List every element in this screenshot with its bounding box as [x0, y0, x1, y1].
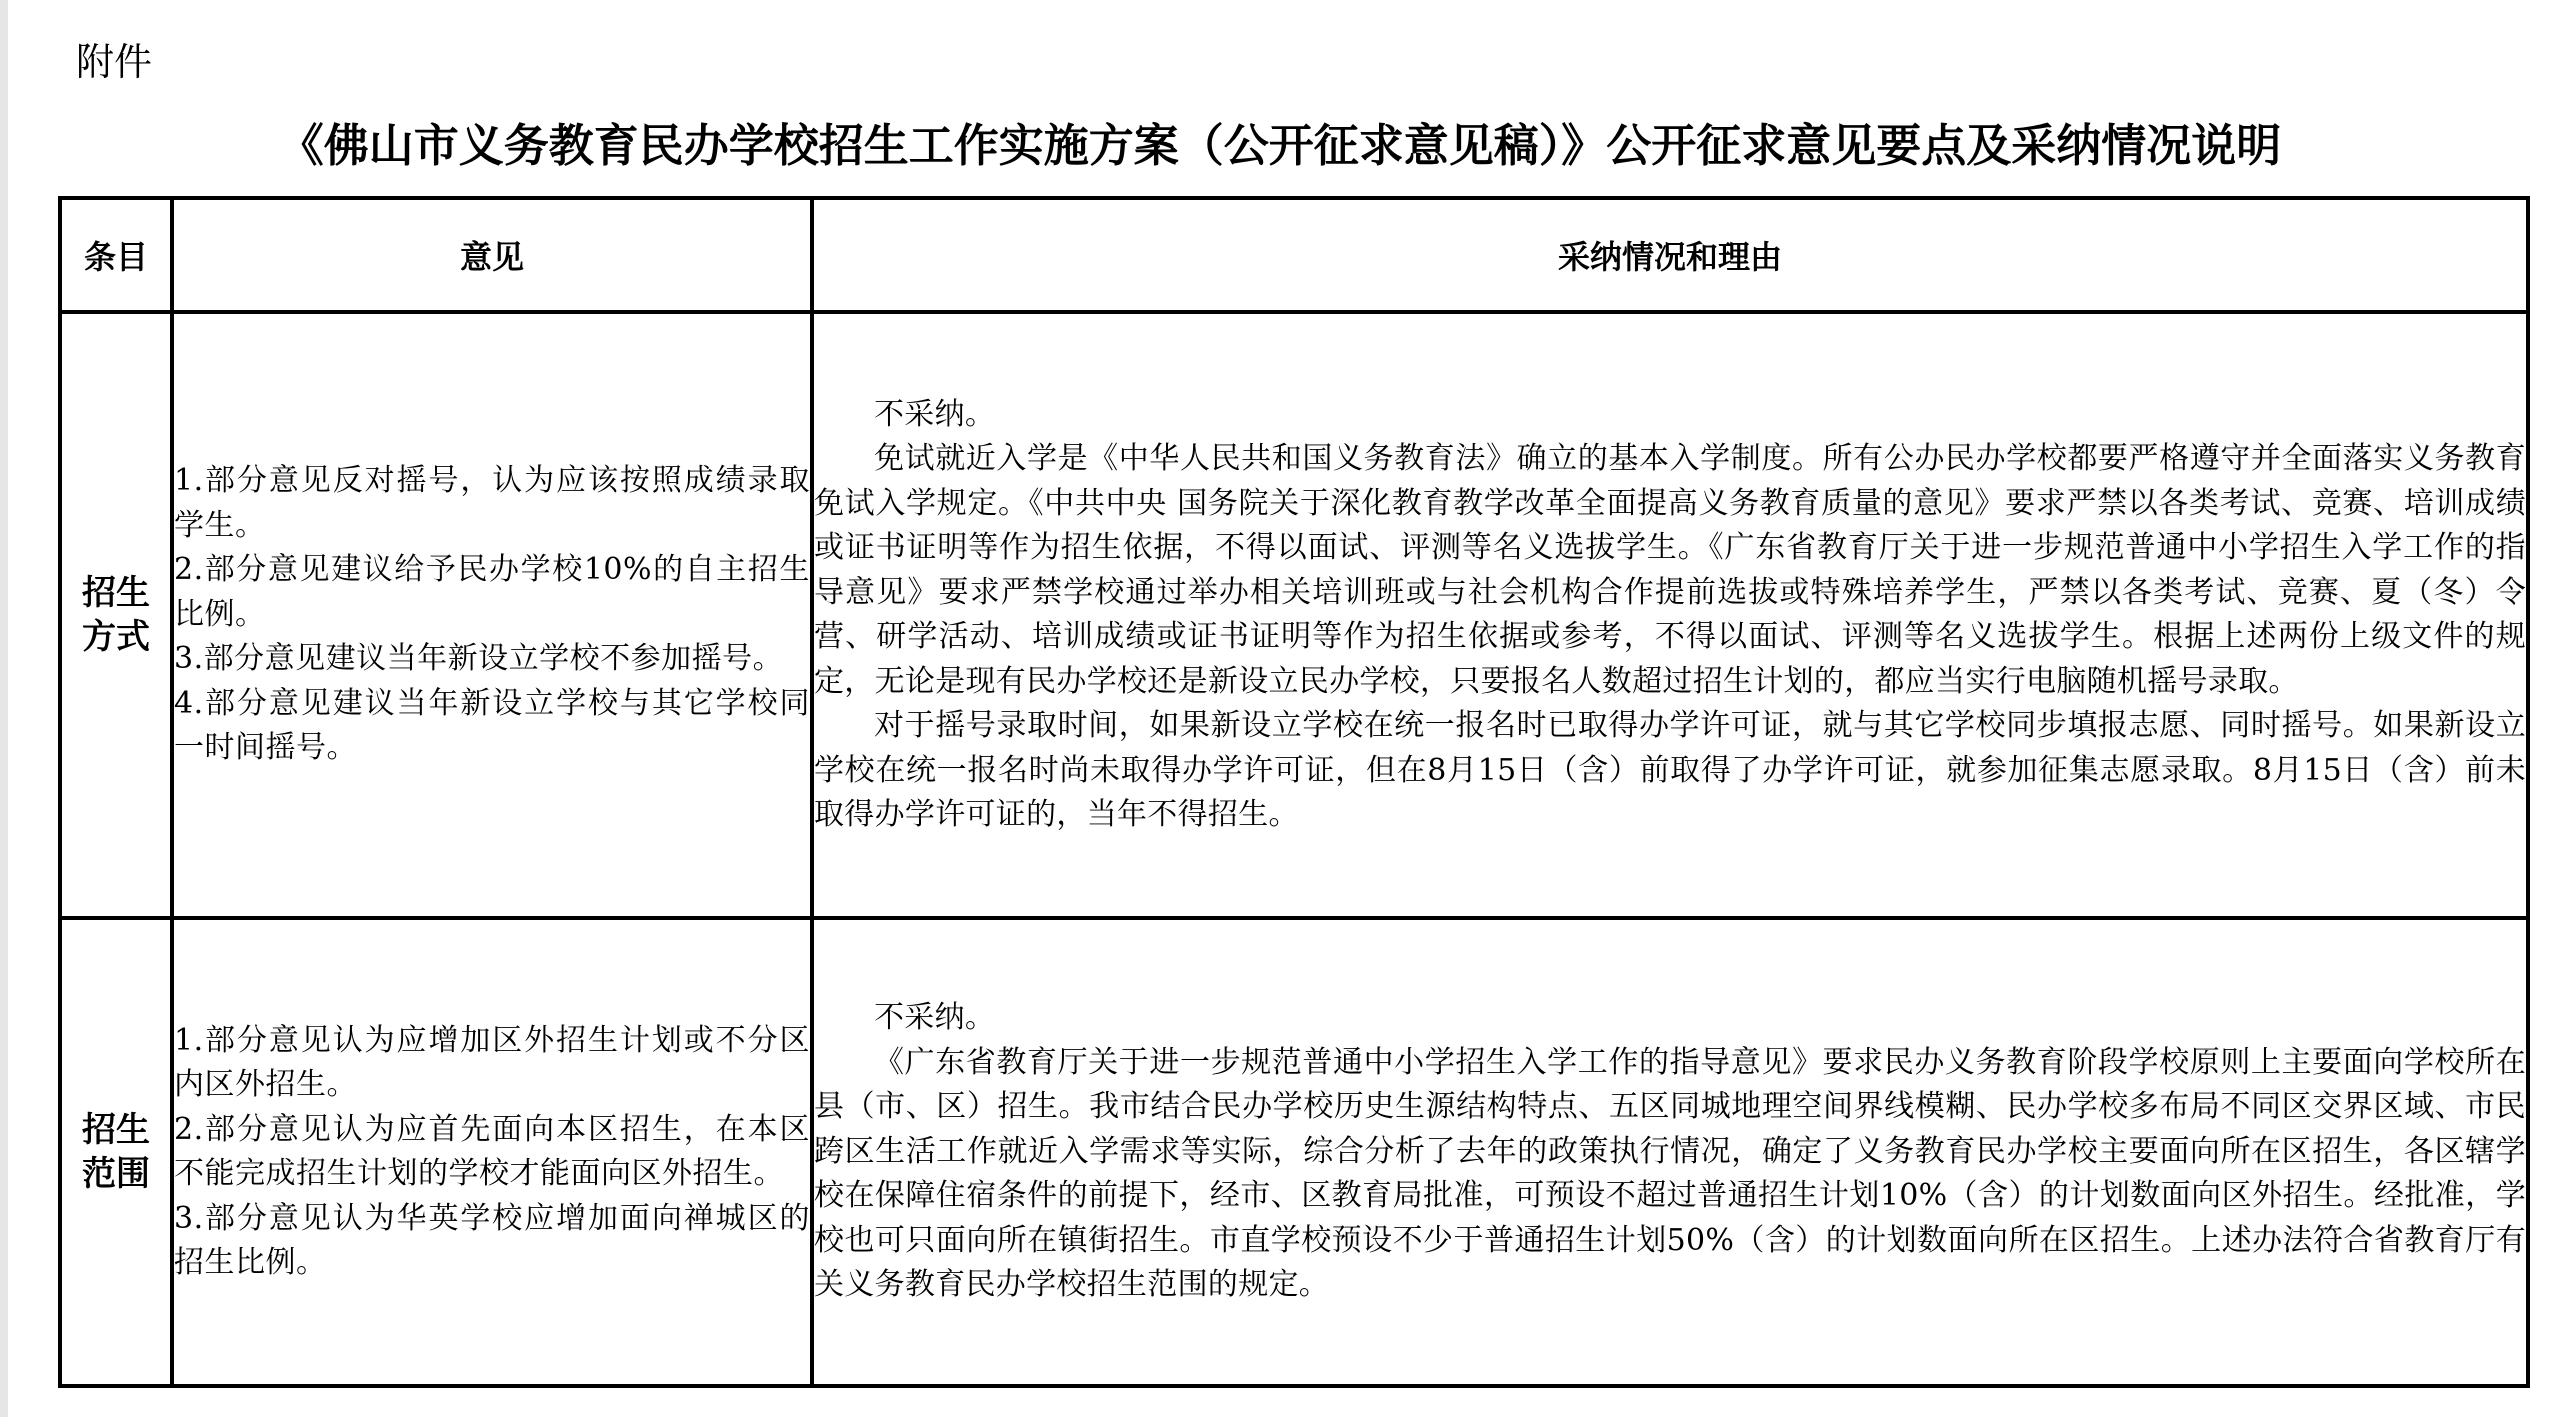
- opinion-item: 2.部分意见建议给予民办学校10%的自主招生比例。: [174, 552, 810, 632]
- category-label-line2: 方式: [82, 617, 150, 657]
- category-label-line1: 招生: [82, 573, 150, 613]
- attachment-label: 附件: [76, 40, 153, 84]
- header-response: 采纳情况和理由: [812, 198, 2528, 312]
- category-cell: [60, 918, 172, 1386]
- category-label-line1: 招生: [82, 1110, 150, 1150]
- category-label-line2: 范围: [82, 1154, 150, 1194]
- opinion-item: 3.部分意见建议当年新设立学校不参加摇号。: [174, 641, 784, 677]
- table-row: [60, 918, 2528, 1386]
- response-paragraph: 对于摇号录取时间，如果新设立学校在统一报名时已取得办学许可证，就与其它学校同步填报志愿、同时摇号。如果新设立学校在统一报名时尚未取得办学许可证，但在8月15日（含）前取得了办学许可证，就参加征集志愿录取。8月15日（含）前未取得办学许可证的，当年不得招生。: [814, 708, 2526, 832]
- response-cell: [812, 312, 2528, 918]
- opinion-cell: [172, 312, 812, 918]
- opinion-item: 4.部分意见建议当年新设立学校与其它学校同一时间摇号。: [174, 685, 810, 766]
- opinion-item: 1.部分意见认为应增加区外招生计划或不分区内区外招生。: [174, 1022, 810, 1102]
- opinion-item: 3.部分意见认为华英学校应增加面向禅城区的招生比例。: [174, 1200, 810, 1280]
- table-header-row: [60, 198, 2528, 312]
- opinion-cell: [172, 918, 812, 1386]
- left-edge-bar: [0, 0, 8, 1417]
- response-cell: [812, 918, 2528, 1386]
- response-paragraph: 不采纳。: [874, 396, 996, 432]
- opinions-table: [58, 196, 2530, 1388]
- response-paragraph: 《广东省教育厅关于进一步规范普通中小学招生入学工作的指导意见》要求民办义务教育阶段学校原则上主要面向学校所在县（市、区）招生。我市结合民办学校历史生源结构特点、五区同城地理空间界线模糊、民办学校多布局不同区交界区域、市民跨区生活工作就近入学需求等实际，综合分析了去年的政策执行情况，确定了义务教育民办学校主要面向所在区招生，各区辖学校在保障住宿条件的前提下，经市、区教育局批准，可预设不超过普通招生计划10%（含）的计划数面向区外招生。经批准，学校也可只面向所在镇街招生。市直学校预设不少于普通招生计划50%（含）的计划数面向所在区招生。上述办法符合省教育厅有关义务教育民办学校招生范围的规定。: [814, 1044, 2526, 1303]
- header-item: 条目: [60, 198, 172, 312]
- document-title: 《佛山市义务教育民办学校招生工作实施方案（公开征求意见稿）》公开征求意见要点及采纳情况说明: [278, 119, 2282, 172]
- opinion-item: 2.部分意见认为应首先面向本区招生，在本区不能完成招生计划的学校才能面向区外招生。: [174, 1111, 810, 1191]
- opinion-item: 1.部分意见反对摇号，认为应该按照成绩录取学生。: [174, 463, 810, 543]
- response-paragraph: 不采纳。: [874, 1000, 996, 1036]
- table-row: [60, 312, 2528, 918]
- header-opinion: 意见: [172, 198, 812, 312]
- category-cell: [60, 312, 172, 918]
- response-paragraph: 免试就近入学是《中华人民共和国义务教育法》确立的基本入学制度。所有公办民办学校都要严格遵守并全面落实义务教育免试入学规定。《中共中央 国务院关于深化教育教学改革全面提高义务教育质量的意见》要求严禁以各类考试、竞赛、培训成绩或证书证明等作为招生依据，不得以面试、评测等名义选拔学生。《广东省教育厅关于进一步规范普通中小学招生入学工作的指导意见》要求严禁学校通过举办相关培训班或与社会机构合作提前选拔或特殊培养学生，严禁以各类考试、竞赛、夏（冬）令营、研学活动、培训成绩或证书证明等作为招生依据或参考，不得以面试、评测等名义选拔学生。根据上述两份上级文件的规定，无论是现有民办学校还是新设立民办学校，只要报名人数超过招生计划的，都应当实行电脑随机摇号录取。: [814, 441, 2526, 699]
